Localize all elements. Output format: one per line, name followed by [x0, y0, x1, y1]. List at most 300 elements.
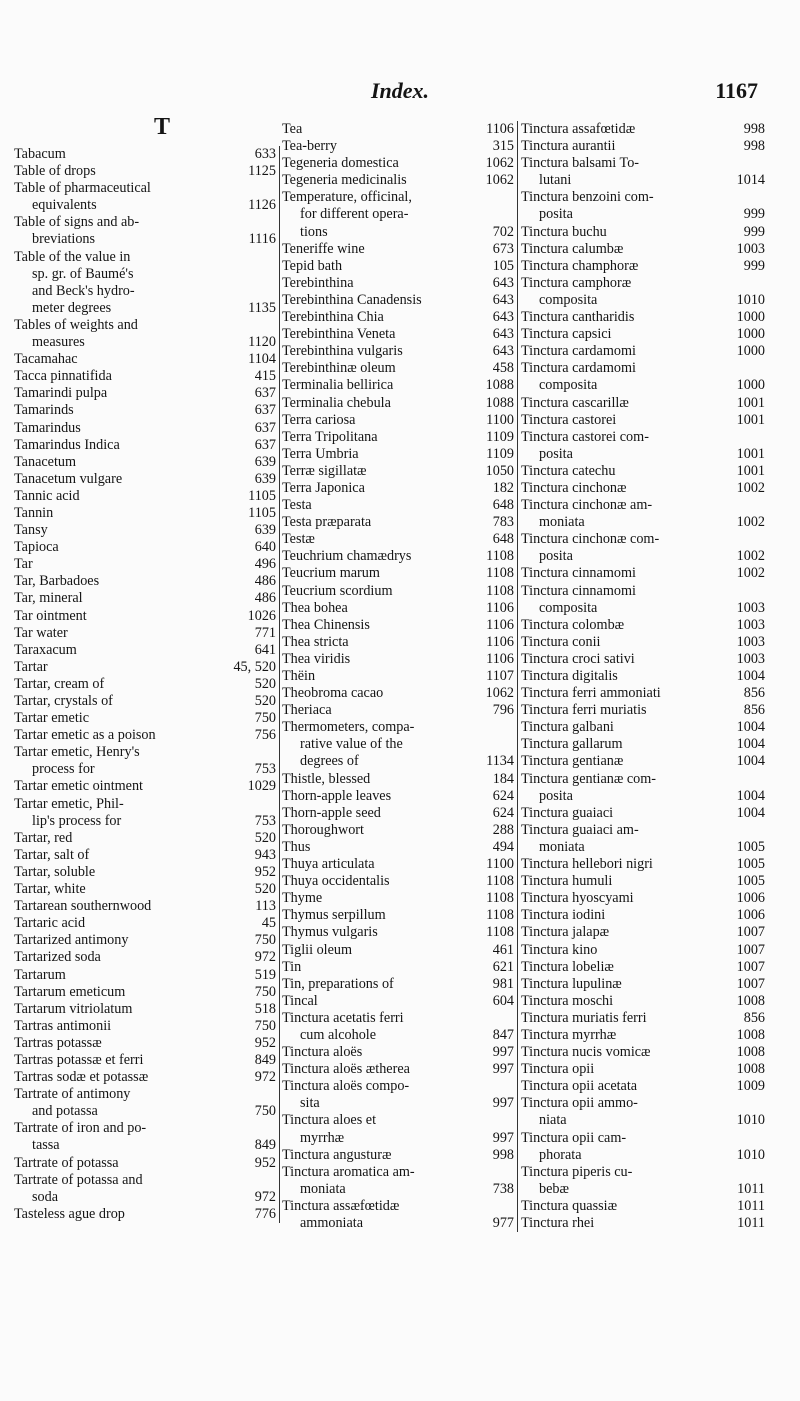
entry-page: 1100: [486, 411, 514, 428]
entry-term: Tartar emetic ointment: [14, 778, 144, 795]
entry-term: and potassa: [32, 1103, 98, 1120]
index-entry: [518, 1198, 768, 1215]
entry-page: 637: [254, 419, 276, 436]
entry-term: Thuya articulata: [282, 856, 375, 873]
entry-term: bebæ: [539, 1180, 569, 1197]
index-entry: [518, 121, 768, 138]
index-entry: [282, 548, 517, 565]
index-entry: [282, 1130, 517, 1147]
entry-page: 1007: [736, 924, 765, 941]
entry-page: 738: [492, 1180, 514, 1197]
entry-page: 1005: [736, 856, 765, 873]
entry-page: 45, 520: [233, 658, 276, 675]
entry-term: posita: [539, 787, 573, 804]
entry-page: 633: [254, 146, 276, 162]
index-entry: [14, 368, 279, 385]
index-entry: [14, 539, 279, 556]
index-entry: [518, 907, 768, 924]
index-entry: [282, 172, 517, 189]
entry-term: Tinctura galbani: [521, 719, 614, 736]
index-entry: [518, 753, 768, 770]
entry-term: Tea-berry: [282, 138, 337, 155]
index-entry: [282, 1044, 517, 1061]
entry-page: 641: [254, 641, 276, 658]
entry-term: Terebinthinæ oleum: [282, 360, 396, 377]
index-entry: [14, 659, 279, 676]
entry-term: Tartar: [14, 658, 48, 675]
entry-page: 856: [743, 685, 765, 702]
entry-term: Tartarum vitriolatum: [14, 1000, 133, 1017]
entry-term: Terebinthina: [282, 274, 354, 291]
entry-page: 1005: [736, 838, 765, 855]
entry-page: 997: [492, 1129, 514, 1146]
index-entry: [282, 890, 517, 907]
index-entry: [282, 1095, 517, 1112]
entry-page: 999: [743, 257, 765, 274]
entry-term: Tea: [282, 121, 303, 137]
entry-page: 643: [492, 343, 514, 360]
entry-page: 639: [254, 522, 276, 539]
index-entry: [282, 1164, 517, 1181]
entry-term: Tegeneria medicinalis: [282, 172, 407, 189]
entry-term: Tartar emetic, Phil-: [14, 795, 124, 812]
index-entry: [518, 1095, 768, 1112]
entry-page: 1126: [248, 197, 276, 214]
entry-term: Terra Japonica: [282, 479, 365, 496]
index-entry: [14, 556, 279, 573]
entry-page: 1105: [248, 504, 276, 521]
entry-term: Thea bohea: [282, 599, 348, 616]
entry-term: Tinctura opii ammo-: [521, 1095, 638, 1112]
entry-term: Thyme: [282, 890, 323, 907]
index-entry: [282, 1112, 517, 1129]
index-entry: [14, 334, 279, 351]
entry-term: Tinctura colombæ: [521, 616, 625, 633]
index-entry: [518, 600, 768, 617]
entry-term: Tinctura guaiaci am-: [521, 821, 639, 838]
index-entry: [282, 480, 517, 497]
entry-page: 621: [492, 958, 514, 975]
entry-page: 1003: [736, 633, 765, 650]
index-column-1: [14, 146, 280, 1223]
entry-term: Tar: [14, 556, 33, 573]
entry-page: 604: [492, 992, 514, 1009]
entry-term: Tinctura camphoræ: [521, 274, 632, 291]
section-letter: T: [153, 114, 170, 140]
entry-page: 1002: [736, 479, 765, 496]
entry-term: Tinctura guaiaci: [521, 804, 614, 821]
entry-term: Tinctura humuli: [521, 873, 613, 890]
index-entry: [282, 873, 517, 890]
index-entry: [14, 915, 279, 932]
index-entry: [282, 634, 517, 651]
index-entry: [14, 385, 279, 402]
entry-term: Terebinthina Canadensis: [282, 291, 422, 308]
entry-page: 750: [254, 1103, 276, 1120]
index-entry: [518, 155, 768, 172]
entry-page: 1120: [248, 334, 276, 351]
entry-term: Taraxacum: [14, 641, 77, 658]
entry-term: Tar ointment: [14, 607, 87, 624]
index-entry: [282, 617, 517, 634]
entry-page: 753: [254, 812, 276, 829]
entry-page: 972: [254, 1069, 276, 1086]
entry-term: Testæ: [282, 531, 315, 548]
index-entry: [518, 565, 768, 582]
index-entry: [14, 1035, 279, 1052]
entry-page: 1011: [737, 1197, 765, 1214]
index-entry: [518, 531, 768, 548]
entry-page: 1004: [736, 804, 765, 821]
index-entry: [518, 429, 768, 446]
entry-page: 520: [254, 881, 276, 898]
entry-term: Tartarized soda: [14, 949, 101, 966]
entry-term: Tanacetum: [14, 453, 77, 470]
entry-page: 1100: [486, 856, 514, 873]
index-entry: [282, 685, 517, 702]
entry-page: 486: [254, 590, 276, 607]
index-entry: [518, 788, 768, 805]
entry-page: 1004: [736, 753, 765, 770]
entry-page: 637: [254, 436, 276, 453]
entry-page: 643: [492, 274, 514, 291]
index-entry: [518, 292, 768, 309]
index-entry: [14, 471, 279, 488]
index-entry: [282, 702, 517, 719]
index-entry: [282, 583, 517, 600]
entry-term: Terra Tripolitana: [282, 428, 378, 445]
index-column-2: [282, 121, 518, 1232]
index-entry: [282, 395, 517, 412]
entry-page: 1106: [486, 633, 514, 650]
entry-term: equivalents: [32, 197, 97, 214]
entry-term: Tinctura cinchonæ am-: [521, 497, 653, 514]
entry-page: 648: [492, 531, 514, 548]
entry-term: Tinctura opii cam-: [521, 1129, 627, 1146]
entry-term: Tinctura acetatis ferri: [282, 1009, 404, 1026]
index-entry: [14, 761, 279, 778]
index-entry: [282, 856, 517, 873]
index-entry: [518, 258, 768, 275]
entry-term: Tegeneria domestica: [282, 155, 399, 172]
entry-term: Tinctura aromatica am-: [282, 1163, 415, 1180]
index-entry: [282, 668, 517, 685]
entry-page: 783: [492, 514, 514, 531]
index-entry: [518, 685, 768, 702]
entry-page: 952: [254, 1154, 276, 1171]
entry-term: Thea Chinensis: [282, 616, 370, 633]
entry-term: Thistle, blessed: [282, 770, 371, 787]
index-entry: [282, 1181, 517, 1198]
index-entry: [282, 360, 517, 377]
entry-page: 1108: [486, 548, 514, 565]
entry-page: 796: [492, 702, 514, 719]
entry-term: Tin, preparations of: [282, 975, 394, 992]
index-entry: [14, 1103, 279, 1120]
entry-page: 1011: [737, 1215, 765, 1231]
index-entry: [282, 907, 517, 924]
entry-term: Tinctura aloes et: [282, 1112, 377, 1129]
entry-page: 998: [743, 121, 765, 137]
index-entry: [282, 309, 517, 326]
entry-term: Thorn-apple leaves: [282, 787, 392, 804]
index-entry: [518, 189, 768, 206]
entry-term: Tannic acid: [14, 487, 80, 504]
index-entry: [518, 1027, 768, 1044]
index-entry: [518, 856, 768, 873]
entry-term: Terminalia bellirica: [282, 377, 394, 394]
index-entry: [14, 744, 279, 761]
entry-term: Table of the value in: [14, 248, 131, 265]
entry-page: 1003: [736, 616, 765, 633]
entry-page: 486: [254, 573, 276, 590]
entry-term: myrrhæ: [300, 1129, 345, 1146]
index-entry: [14, 1086, 279, 1103]
index-entry: [282, 343, 517, 360]
index-entry: [14, 488, 279, 505]
entry-page: 1001: [736, 462, 765, 479]
entry-page: 1014: [736, 172, 765, 189]
index-entry: [282, 241, 517, 258]
entry-page: 750: [254, 1017, 276, 1034]
entry-page: 639: [254, 470, 276, 487]
index-entry: [14, 146, 279, 163]
index-entry: [14, 163, 279, 180]
index-entry: [14, 300, 279, 317]
entry-term: Tinctura iodini: [521, 907, 606, 924]
entry-term: Tansy: [14, 522, 48, 539]
entry-term: Tartras potassæ: [14, 1034, 102, 1051]
entry-page: 518: [254, 1000, 276, 1017]
entry-page: 1108: [486, 565, 514, 582]
index-entry: [282, 258, 517, 275]
entry-page: 998: [743, 138, 765, 155]
index-entry: [14, 454, 279, 471]
entry-term: Thea stricta: [282, 633, 349, 650]
index-entry: [282, 805, 517, 822]
entry-page: 1116: [248, 231, 276, 248]
entry-page: 1007: [736, 958, 765, 975]
entry-term: Tiglii oleum: [282, 941, 353, 958]
entry-term: Tinctura hellebori nigri: [521, 856, 653, 873]
entry-page: 1105: [248, 487, 276, 504]
index-entry: [14, 317, 279, 334]
entry-page: 1002: [736, 514, 765, 531]
entry-term: Tinctura digitalis: [521, 668, 618, 684]
entry-page: 1010: [736, 1112, 765, 1129]
index-entry: [14, 1189, 279, 1206]
entry-term: composita: [539, 599, 598, 616]
entry-term: sp. gr. of Baumé's: [32, 265, 134, 282]
entry-page: 624: [492, 787, 514, 804]
entry-term: Table of pharmaceutical: [14, 180, 151, 197]
entry-page: 639: [254, 453, 276, 470]
entry-term: Tinctura cinchonæ: [521, 479, 627, 496]
entry-term: Tartar, crystals of: [14, 693, 113, 709]
index-entry: [14, 932, 279, 949]
index-entry: [518, 719, 768, 736]
entry-page: 1003: [736, 599, 765, 616]
index-entry: [14, 283, 279, 300]
index-entry: [14, 180, 279, 197]
index-entry: [518, 668, 768, 685]
entry-term: rative value of the: [300, 736, 403, 753]
entry-term: Thymus vulgaris: [282, 924, 378, 941]
entry-page: 1004: [736, 719, 765, 736]
entry-page: 771: [254, 624, 276, 641]
index-entry: [14, 864, 279, 881]
index-entry: [14, 984, 279, 1001]
index-entry: [282, 736, 517, 753]
entry-term: Tartarized antimony: [14, 932, 129, 949]
entry-page: 856: [743, 702, 765, 719]
index-entry: [282, 446, 517, 463]
entry-term: Tinctura nucis vomicæ: [521, 1044, 651, 1061]
index-entry: [518, 343, 768, 360]
entry-page: 1004: [736, 668, 765, 684]
entry-page: 981: [492, 975, 514, 992]
entry-page: 520: [254, 675, 276, 692]
entry-page: 1125: [248, 163, 276, 180]
index-entry: [14, 642, 279, 659]
index-entry: [14, 608, 279, 625]
entry-page: 1000: [736, 343, 765, 360]
entry-page: 1108: [486, 907, 514, 924]
index-entry: [518, 1147, 768, 1164]
entry-term: Tinctura opii acetata: [521, 1078, 638, 1095]
index-entry: [14, 710, 279, 727]
entry-term: Tinctura capsici: [521, 326, 612, 343]
entry-term: Tartrate of potassa and: [14, 1171, 143, 1188]
entry-page: 1003: [736, 650, 765, 667]
entry-term: tassa: [32, 1137, 60, 1154]
entry-term: Tartar emetic: [14, 710, 90, 727]
entry-page: 1107: [486, 668, 514, 684]
entry-page: 1002: [736, 548, 765, 565]
entry-page: 1006: [736, 907, 765, 924]
entry-term: Theriaca: [282, 702, 332, 719]
entry-page: 1004: [736, 787, 765, 804]
index-entry: [14, 796, 279, 813]
entry-page: 1029: [247, 778, 276, 795]
index-entry: [518, 736, 768, 753]
index-entry: [282, 429, 517, 446]
entry-term: Tartrate of iron and po-: [14, 1120, 147, 1137]
entry-page: 1010: [736, 1146, 765, 1163]
entry-term: Tacca pinnatifida: [14, 368, 112, 385]
entry-term: Tinctura opii: [521, 1061, 595, 1078]
entry-page: 1006: [736, 890, 765, 907]
entry-page: 182: [492, 479, 514, 496]
index-entry: [14, 881, 279, 898]
entry-term: Tinctura myrrhæ: [521, 1026, 617, 1043]
index-entry: [282, 839, 517, 856]
entry-page: 624: [492, 804, 514, 821]
entry-term: Tinctura ferri ammoniati: [521, 685, 661, 702]
index-entry: [518, 1078, 768, 1095]
entry-page: 997: [492, 1095, 514, 1112]
entry-page: 1009: [736, 1078, 765, 1095]
index-entry: [14, 1137, 279, 1154]
index-entry: [14, 1206, 279, 1223]
entry-term: Tartar, soluble: [14, 863, 96, 880]
entry-page: 1108: [486, 890, 514, 907]
entry-term: Tasteless ague drop: [14, 1205, 125, 1222]
index-entry: [282, 275, 517, 292]
entry-term: Tartar emetic, Henry's: [14, 744, 140, 761]
entry-term: Tinctura calumbæ: [521, 240, 624, 257]
index-entry: [14, 898, 279, 915]
entry-page: 640: [254, 539, 276, 556]
entry-term: Tinctura jalapæ: [521, 924, 610, 941]
index-entry: [282, 771, 517, 788]
entry-page: 756: [254, 727, 276, 744]
entry-term: Thus: [282, 838, 311, 855]
entry-term: moniata: [539, 514, 585, 531]
index-entry: [518, 1010, 768, 1027]
entry-page: 520: [254, 693, 276, 709]
index-entry: [282, 1078, 517, 1095]
entry-term: Table of signs and ab-: [14, 214, 140, 231]
index-entry: [518, 805, 768, 822]
entry-term: Tinctura buchu: [521, 223, 607, 240]
entry-term: Tartar, white: [14, 881, 86, 898]
entry-term: Tinctura moschi: [521, 992, 614, 1009]
page-title: Index.: [370, 78, 430, 103]
index-entry: [518, 360, 768, 377]
entry-term: Tar water: [14, 624, 68, 641]
entry-term: moniata: [539, 838, 585, 855]
index-entry: [518, 497, 768, 514]
entry-term: Tartar emetic as a poison: [14, 727, 156, 744]
index-entry: [518, 993, 768, 1010]
entry-term: cum alcohole: [300, 1026, 377, 1043]
entry-page: 519: [254, 966, 276, 983]
entry-term: Teneriffe wine: [282, 240, 365, 257]
index-entry: [518, 651, 768, 668]
index-entry: [282, 121, 517, 138]
entry-term: Tamarindus Indica: [14, 436, 120, 453]
entry-term: Thoroughwort: [282, 821, 364, 838]
index-column-3: [518, 121, 768, 1232]
entry-term: Tin: [282, 958, 302, 975]
entry-term: composita: [539, 291, 598, 308]
entry-page: 849: [254, 1051, 276, 1068]
entry-page: 1106: [486, 599, 514, 616]
entry-term: Tannin: [14, 504, 54, 521]
index-entry: [14, 522, 279, 539]
index-entry: [518, 224, 768, 241]
index-entry: [518, 702, 768, 719]
entry-page: 1062: [485, 685, 514, 702]
entry-term: Tinctura ferri muriatis: [521, 702, 647, 719]
entry-term: Tables of weights and: [14, 316, 138, 333]
index-entry: [282, 206, 517, 223]
entry-page: 288: [492, 821, 514, 838]
entry-page: 750: [254, 710, 276, 727]
entry-page: 1106: [486, 650, 514, 667]
entry-term: lip's process for: [32, 812, 122, 829]
index-entry: [282, 326, 517, 343]
index-entry: [518, 463, 768, 480]
entry-term: Tinctura castorei: [521, 411, 617, 428]
entry-term: Tartar, cream of: [14, 675, 105, 692]
entry-term: Teucrium marum: [282, 565, 380, 582]
entry-page: 520: [254, 829, 276, 846]
entry-term: meter degrees: [32, 299, 112, 316]
entry-term: Teuchrium chamædrys: [282, 548, 412, 565]
entry-term: breviations: [32, 231, 96, 248]
